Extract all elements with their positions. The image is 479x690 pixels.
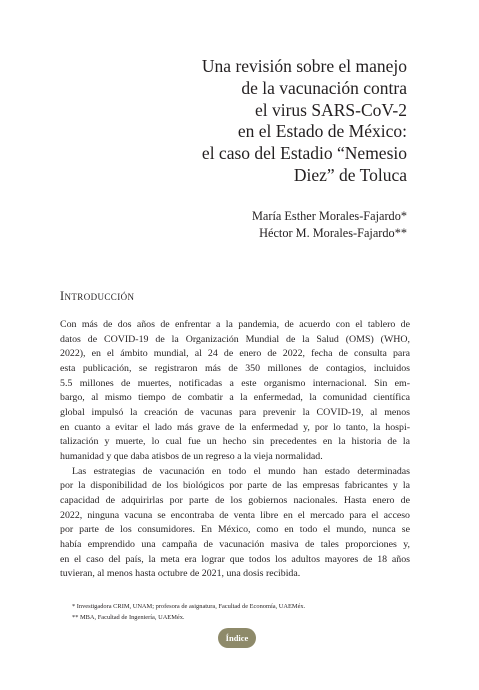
text-line: humanidad y que daba atisbos de un regreso a la vieja normalidad. bbox=[60, 450, 323, 462]
text-line: 2022), en el ámbito mundial, al 24 de enero de 2022, fecha de consulta para bbox=[60, 348, 410, 360]
text-line: Las estrategias de vacunación en todo el mundo han estado determinadas bbox=[72, 465, 410, 477]
text-line: talización y muerte, lo cual fue un hecho sin precedentes en la historia de la bbox=[60, 436, 410, 448]
text-line: tuvieran, al menos hasta octubre de 2021, una dosis recibida. bbox=[60, 568, 301, 580]
author-list bbox=[252, 208, 407, 242]
title-line: en el Estado de México: bbox=[237, 121, 407, 142]
text-line: bargo, al mismo tiempo de combatir a la enfermedad, la comunidad científica bbox=[60, 392, 410, 404]
index-button[interactable]: Índice bbox=[218, 628, 256, 648]
text-line: por parte de los consumidores. En México, como en todo el mundo, nunca se bbox=[60, 524, 410, 536]
title-line: el virus SARS-CoV-2 bbox=[254, 99, 407, 120]
text-line: 2022, ninguna vacuna se encontraba de venta libre en el mercado para el acceso bbox=[60, 509, 410, 521]
text-line: datos de COVID-19 de la Organización Mundial de la Salud (OMS) (WHO, bbox=[60, 333, 410, 345]
text-line: en cuanto a evitar el lado más grave de la enfermedad y, por lo tanto, la hospi- bbox=[60, 421, 410, 433]
author-name: María Esther Morales-Fajardo* bbox=[251, 209, 407, 223]
title-line: Diez” de Toluca bbox=[293, 164, 407, 185]
author-name: Héctor M. Morales-Fajardo** bbox=[259, 226, 407, 240]
body-text bbox=[60, 318, 410, 582]
text-line: capacidad de adquirirlas por parte de los gobiernos nacionales. Hasta enero de bbox=[60, 494, 410, 506]
text-line: 5.5 millones de muertes, notificadas a este organismo internacional. Sin em- bbox=[60, 377, 410, 389]
text-line: por la disponibilidad de los biológicos por parte de las empresas fabricantes y la bbox=[60, 480, 410, 492]
title-line: Una revisión sobre el manejo bbox=[201, 56, 407, 76]
text-line: en el caso del país, la meta era lograr que todos los adultos mayores de 18 años bbox=[60, 553, 410, 565]
footnote: * Investigadora CRIM, UNAM; profesora de asignatura, Facultad de Economía, UAEMéx. bbox=[72, 603, 306, 610]
article-title bbox=[107, 56, 407, 187]
text-line: esta publicación, se registraron más de 350 millones de contagios, incluidos bbox=[60, 362, 410, 374]
title-line: el caso del Estadio “Nemesio bbox=[201, 143, 407, 164]
section-heading: Introducción bbox=[60, 289, 135, 303]
text-line: global impulsó la creación de vacunas para prevenir la COVID-19, al menos bbox=[60, 406, 410, 418]
footnotes bbox=[72, 602, 402, 623]
paragraph bbox=[60, 318, 410, 465]
text-line: Con más de dos años de enfrentar a la pandemia, de acuerdo con el tablero de bbox=[60, 319, 410, 330]
text-line: había emprendido una campaña de vacunación masiva de tales proporciones y, bbox=[60, 538, 410, 550]
paragraph bbox=[60, 465, 410, 582]
title-line: de la vacunación contra bbox=[241, 77, 407, 98]
footnote: ** MBA, Facultad de Ingeniería, UAEMéx. bbox=[72, 613, 185, 621]
